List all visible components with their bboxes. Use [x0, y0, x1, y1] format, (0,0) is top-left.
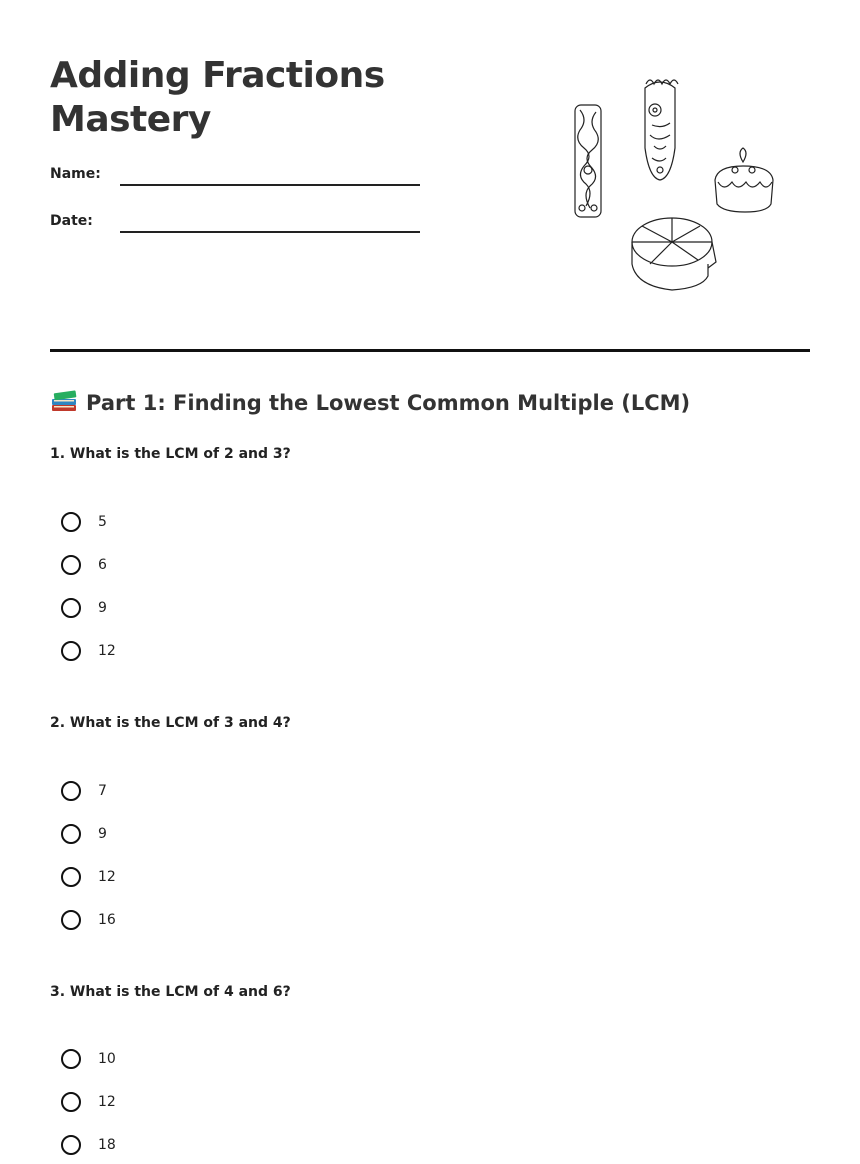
option-label: 6 [98, 557, 107, 573]
date-field-row [50, 213, 420, 243]
option-label: 18 [98, 1137, 116, 1153]
books-icon [50, 389, 78, 413]
name-field-row [50, 166, 420, 196]
section-title [50, 388, 690, 418]
radio-button[interactable] [61, 598, 81, 618]
question-2 [50, 713, 810, 928]
option-q3-b[interactable] [60, 1091, 360, 1121]
date-label: Date: [50, 213, 93, 229]
question-3 [50, 982, 810, 1153]
sliced-cake-icon [632, 218, 716, 290]
option-label: 12 [98, 643, 116, 659]
carved-pillar-icon [575, 105, 601, 217]
question-text: 3. What is the LCM of 4 and 6? [50, 984, 291, 1000]
radio-button[interactable] [61, 641, 81, 661]
illustration [560, 70, 790, 300]
totem-figure-icon [645, 80, 678, 180]
option-q1-d[interactable] [60, 640, 360, 670]
option-q3-a[interactable] [60, 1048, 360, 1078]
header-divider [50, 349, 810, 352]
radio-button[interactable] [61, 867, 81, 887]
option-q3-c[interactable] [60, 1134, 360, 1164]
radio-button[interactable] [61, 555, 81, 575]
name-input-line[interactable] [120, 184, 420, 186]
option-q2-a[interactable] [60, 780, 360, 810]
name-label: Name: [50, 166, 101, 182]
option-label: 10 [98, 1051, 116, 1067]
question-1 [50, 444, 810, 659]
option-q2-c[interactable] [60, 866, 360, 896]
option-q1-b[interactable] [60, 554, 360, 584]
title-line-1: Adding Fractions [50, 55, 385, 96]
date-input-line[interactable] [120, 231, 420, 233]
radio-button[interactable] [61, 781, 81, 801]
option-q1-c[interactable] [60, 597, 360, 627]
worksheet-title [50, 54, 385, 142]
option-label: 9 [98, 600, 107, 616]
option-q1-a[interactable] [60, 511, 360, 541]
option-label: 12 [98, 1094, 116, 1110]
option-label: 12 [98, 869, 116, 885]
option-label: 5 [98, 514, 107, 530]
question-text: 1. What is the LCM of 2 and 3? [50, 446, 291, 462]
radio-button[interactable] [61, 910, 81, 930]
radio-button[interactable] [61, 1092, 81, 1112]
radio-button[interactable] [61, 1135, 81, 1155]
option-q2-b[interactable] [60, 823, 360, 853]
section-title-text: Part 1: Finding the Lowest Common Multiple (LCM) [86, 391, 691, 415]
option-label: 7 [98, 783, 107, 799]
radio-button[interactable] [61, 824, 81, 844]
question-text: 2. What is the LCM of 3 and 4? [50, 715, 291, 731]
radio-button[interactable] [61, 512, 81, 532]
option-label: 9 [98, 826, 107, 842]
title-line-2: Mastery [50, 99, 211, 140]
option-label: 16 [98, 912, 116, 928]
pudding-dessert-icon [715, 148, 773, 212]
radio-button[interactable] [61, 1049, 81, 1069]
option-q2-d[interactable] [60, 909, 360, 939]
